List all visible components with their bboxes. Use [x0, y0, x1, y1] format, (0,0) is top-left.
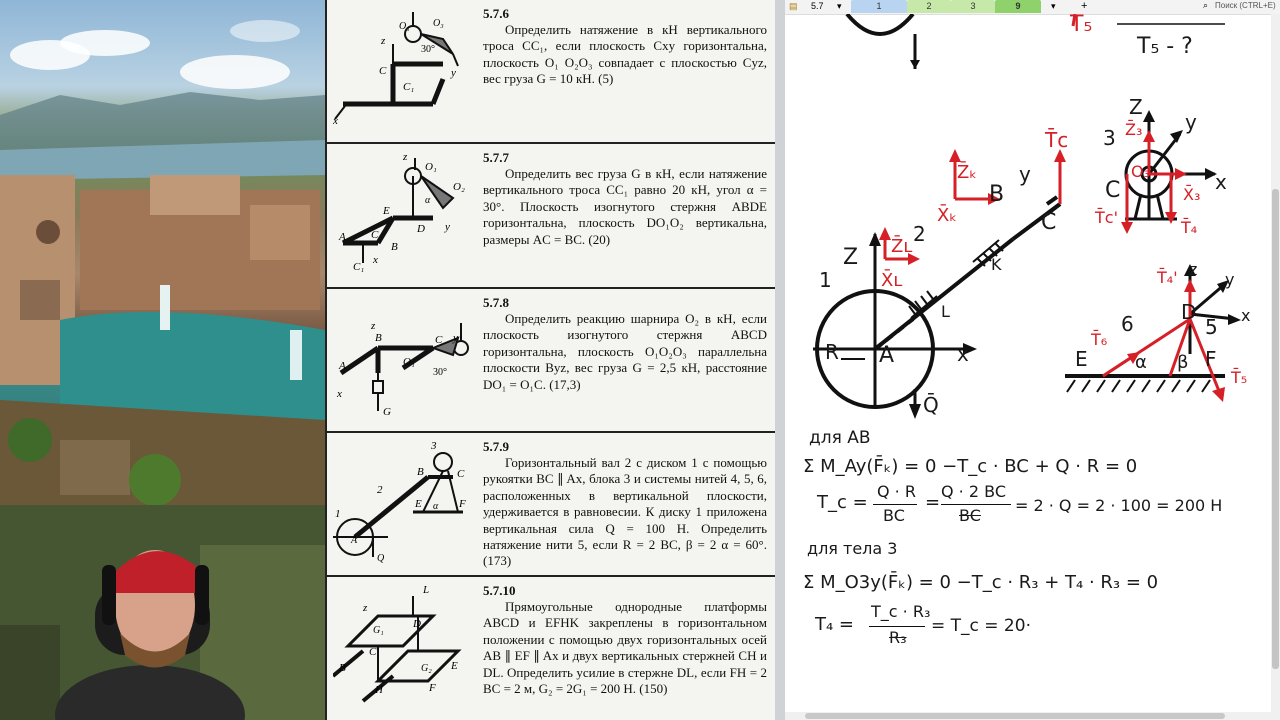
palace-scene: [0, 0, 325, 505]
problem-number: 5.7.10: [483, 583, 516, 598]
svg-text:C: C: [369, 646, 377, 658]
label-y: y: [1225, 270, 1235, 289]
handwritten-diagrams: [785, 14, 1271, 444]
svg-text:D: D: [417, 223, 425, 235]
problem-text: Определить реакцию шарнира O₂ в кН, если плоскость изогнутого стержня ABCD горизонтальна, плоскость O₁O₂O₃ параллельна плоскости Byz, вес груза G = 2,5 кН, расстояние DO₁ = O₁C. (17,3): [483, 311, 767, 392]
label-6: 6: [1121, 312, 1134, 336]
svg-text:A: A: [339, 360, 346, 372]
svg-text:G: G: [383, 406, 391, 418]
label-x: x: [1215, 170, 1227, 194]
svg-text:y: y: [445, 221, 450, 233]
scrollbar-thumb[interactable]: [805, 713, 1225, 719]
t5-label-top: T₅: [1070, 12, 1093, 37]
label-t5: T̄₅: [1231, 368, 1248, 387]
fraction-bar: [869, 626, 925, 627]
problem-figure: [333, 293, 473, 423]
svg-text:C₁: C₁: [403, 81, 415, 93]
problem-5-7-8: [327, 289, 777, 433]
label-t4: T̄₄: [1181, 218, 1198, 237]
svg-text:L: L: [423, 584, 430, 596]
label-a: A: [879, 343, 895, 368]
svg-text:30°: 30°: [421, 44, 435, 55]
svg-text:C: C: [457, 468, 465, 480]
problem-text: Горизонтальный вал 2 с диском 1 с помощью рукоятки BC ∥ Ax, блока 3 и системы нитей 4, 5, 6, расположенных в вертикальной плоскости, удерживается в равновесии. К диску 1 приложена вертикальная сила Q = 100 Н. Определить натяжение нити 5, если R = 2 BC, β = 2 α = 60°. (173): [483, 455, 767, 569]
add-section-icon[interactable]: +: [1081, 0, 1088, 12]
svg-text:x: x: [337, 388, 342, 400]
label-x3: X̄₃: [1183, 185, 1201, 204]
problem-5-7-7: [327, 144, 777, 289]
horizontal-scrollbar[interactable]: [785, 712, 1271, 720]
label-b: B: [989, 182, 1005, 207]
svg-text:C: C: [379, 65, 387, 77]
equation-t4-result: = T_c = 20·: [931, 616, 1031, 636]
svg-text:O₁: O₁: [425, 161, 437, 173]
label-c: C: [1041, 210, 1057, 235]
problem-number: 5.7.8: [483, 295, 509, 310]
label-l: L: [941, 302, 950, 321]
label-xk: X̄ₖ: [937, 205, 957, 226]
svg-text:C₁: C₁: [353, 261, 365, 273]
section-tab-3[interactable]: 3: [951, 0, 995, 13]
svg-text:F: F: [429, 682, 436, 694]
svg-text:3: 3: [431, 440, 437, 452]
svg-text:E: E: [383, 205, 390, 217]
svg-text:H: H: [375, 684, 383, 696]
label-k: K: [991, 255, 1002, 274]
fraction-denominator: BC: [959, 506, 981, 525]
svg-text:B: B: [339, 662, 346, 674]
problem-5-7-9: [327, 433, 777, 577]
problem-number: 5.7.6: [483, 6, 509, 21]
label-alpha: α: [1135, 352, 1147, 373]
label-z3: Z̄₃: [1125, 120, 1143, 139]
label-d: D: [1181, 300, 1197, 324]
chevron-down-icon[interactable]: ▾: [837, 1, 842, 11]
problem-figure: [333, 148, 473, 278]
section-tab-2[interactable]: 2: [907, 0, 951, 13]
equation-moment-o3: Σ M_O3y(F̄ₖ) = 0 −T_c · R₃ + T₄ · R₃ = 0: [803, 572, 1159, 593]
svg-text:O₃: O₃: [433, 18, 444, 29]
section-tab-1[interactable]: 1: [851, 0, 907, 13]
label-tc: T̄c: [1045, 128, 1069, 152]
label-f: F: [1205, 347, 1217, 371]
label-3: 3: [1103, 126, 1116, 150]
svg-text:α: α: [425, 195, 431, 206]
svg-text:O₂: O₂: [453, 181, 465, 193]
notebook-icon: ▤: [789, 1, 798, 11]
equation-moment-ab: Σ M_Ay(F̄ₖ) = 0 −T_c · BC + Q · R = 0: [803, 456, 1138, 477]
label-q: Q̄: [923, 393, 939, 417]
svg-text:z: z: [381, 35, 386, 47]
svg-text:A: A: [339, 231, 346, 243]
svg-text:30°: 30°: [433, 367, 447, 378]
svg-text:y: y: [451, 67, 456, 79]
label-y: y: [1019, 162, 1031, 186]
svg-text:O₁: O₁: [399, 21, 410, 32]
label-beta: β: [1177, 352, 1189, 373]
problem-figure: [333, 581, 473, 711]
section-tab-9[interactable]: 9: [995, 0, 1041, 13]
fraction-denominator: BC: [883, 506, 905, 525]
label-t6: T̄₆: [1091, 330, 1108, 349]
chevron-down-icon[interactable]: ▾: [1051, 1, 1056, 11]
webcam-overlay: [0, 505, 325, 720]
problem-figure: [333, 437, 473, 567]
label-r: R: [825, 340, 839, 364]
svg-text:G₁: G₁: [373, 625, 384, 636]
problem-number: 5.7.9: [483, 439, 509, 454]
problem-book-page: [325, 0, 779, 720]
svg-text:Q: Q: [377, 553, 385, 564]
label-x: x: [957, 342, 969, 366]
search-input[interactable]: Поиск (CTRL+E): [1215, 1, 1276, 10]
label-5: 5: [1205, 315, 1218, 339]
label-e: E: [1075, 347, 1088, 371]
svg-text:C: C: [371, 229, 379, 241]
label-1: 1: [819, 268, 832, 292]
label-z: z: [1189, 260, 1198, 279]
svg-text:α: α: [433, 501, 439, 512]
svg-text:B: B: [417, 466, 424, 478]
svg-text:1: 1: [335, 508, 341, 520]
section-title-body3: для тела 3: [807, 539, 898, 558]
scrollbar-thumb[interactable]: [1272, 189, 1279, 669]
label-c: C: [1105, 178, 1121, 203]
svg-text:z: z: [363, 602, 368, 614]
panel-divider: [775, 0, 785, 720]
section-tab-bar: [785, 0, 1280, 15]
section-title-ab: для АВ: [809, 428, 871, 448]
label-t4-prime: T̄₄': [1157, 268, 1178, 287]
svg-text:B: B: [375, 332, 382, 344]
label-2: 2: [913, 222, 926, 246]
svg-text:D: D: [413, 618, 421, 630]
search-icon[interactable]: ⌕: [1203, 0, 1209, 10]
onenote-canvas: [785, 0, 1280, 720]
label-z: Z: [1129, 95, 1143, 119]
fraction-numerator: Q · R: [877, 482, 916, 501]
svg-text:G₂: G₂: [421, 663, 432, 674]
label-z: Z: [843, 245, 859, 270]
svg-text:C: C: [435, 334, 443, 346]
problem-text: Определить натяжение в кН вертикального троса CC₁, если плоскость Cxy горизонтальна, плоскость O₁ O₂O₃ совпадает с плоскостью Cyz, вес груза G = 10 кН. (5): [483, 22, 767, 87]
svg-text:O₁: O₁: [403, 356, 415, 368]
svg-text:z: z: [403, 151, 408, 163]
fraction-bar: [873, 504, 917, 505]
svg-text:2: 2: [377, 484, 383, 496]
svg-text:A: A: [351, 535, 358, 546]
fraction-denominator: R₃: [889, 628, 907, 647]
equation-tc-result: = 2 · Q = 2 · 100 = 200 H: [1015, 496, 1223, 515]
svg-text:E: E: [451, 660, 458, 672]
label-tc-prime: T̄c': [1095, 208, 1118, 227]
equals-sign: =: [925, 492, 941, 513]
t5-question: T₅ - ?: [1137, 34, 1193, 59]
fraction-numerator: T_c · R₃: [871, 602, 931, 621]
fraction-bar: [941, 504, 1011, 505]
problem-text: Определить вес груза G в кН, если натяжение вертикального троса CC₁ равно 20 кН, угол α = 30°. Плоскость изогнутого стержня ABDE горизонтальна, плоскость DO₁O₂ вертикальна, размеры AC = BC. (20): [483, 166, 767, 247]
svg-text:B: B: [391, 241, 398, 253]
label-zk: Z̄ₖ: [957, 162, 977, 183]
problem-text: Прямоугольные однородные платформы ABCD и EFHK закреплены в горизонтальном положении с помощью двух горизонтальных осей AB ∥ EF ∥ Ax и двух вертикальных стержней CH и DL. Определить усилие в стержне DL, если FH = 2 BC = 2 м, G₂ = 2G₁ = 200 Н. (150): [483, 599, 767, 697]
fraction-numerator: Q · 2 BC: [941, 482, 1006, 501]
equation-tc-left: T_c =: [817, 492, 868, 513]
problem-5-7-6: [327, 0, 777, 144]
svg-text:F: F: [459, 498, 466, 510]
label-zl: Z̄ʟ: [891, 236, 913, 257]
svg-text:z: z: [371, 320, 376, 332]
problem-5-7-10: [327, 577, 777, 720]
label-y: y: [1185, 110, 1197, 134]
svg-text:x: x: [333, 115, 338, 127]
label-xl: X̄ʟ: [881, 270, 903, 291]
streamer-video: [0, 505, 325, 720]
equation-t4-left: T₄ =: [815, 614, 855, 635]
problem-figure: [333, 4, 473, 134]
vertical-scrollbar[interactable]: [1271, 14, 1280, 720]
svg-text:x: x: [373, 254, 378, 266]
problem-number: 5.7.7: [483, 150, 509, 165]
label-o3: O₃: [1131, 162, 1151, 181]
svg-text:y: y: [453, 332, 458, 344]
svg-text:E: E: [415, 498, 422, 510]
page-label[interactable]: 5.7: [811, 1, 824, 11]
label-x: x: [1241, 306, 1251, 325]
